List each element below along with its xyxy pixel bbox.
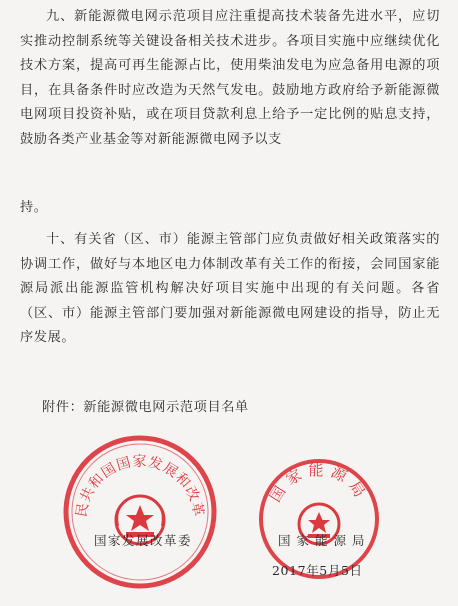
attachment-line: 附件：新能源微电网示范项目名单 (42, 400, 249, 415)
nea-signatory: 国家能源局 (278, 533, 371, 548)
ndrc-signatory: 国家发展改革委 (94, 533, 193, 548)
paragraph-nine: 九、新能源微电网示范项目应注重提高技术装备先进水平，应切实推动控制系统等关键设备相关技术进步。各项目实施中应继续优化技术方案，提高可再生能源占比，使用柴油发电为应急备用电源的项目，在具备条件时应改造为天然气发电。鼓励地方政府给予新能源微电网项目投资补贴，或在项目贷款利息上给予一定比例的贴息支持，鼓励各类产业基金等对新能源微电网予以支 (20, 9, 440, 147)
ndrc-seal-arc-text: 民共和国国家发展和改革 (73, 454, 207, 519)
svg-text:中华人民共和国国家发展和改革委员会 (60, 432, 206, 518)
issue-date: 2017年5月5日 (272, 563, 363, 578)
svg-text:国家能源局 (266, 461, 372, 505)
nea-seal-arc-text: 国家能源局 (266, 460, 372, 506)
ndrc-seal (60, 432, 220, 592)
paragraph-nine-continuation: 持。 (20, 200, 48, 215)
paragraph-ten: 十、有关省（区、市）能源主管部门应负责做好相关政策落实的协调工作，做好与本地区电力体制改革有关工作的衔接，会同国家能源局派出能源监管机构解决好项目实施中出现的有关问题。各省（区、市）能源主管部门要加强对新能源微电网建设的指导，防止无序发展。 (20, 232, 440, 345)
ndrc-seal-icon (60, 432, 220, 592)
